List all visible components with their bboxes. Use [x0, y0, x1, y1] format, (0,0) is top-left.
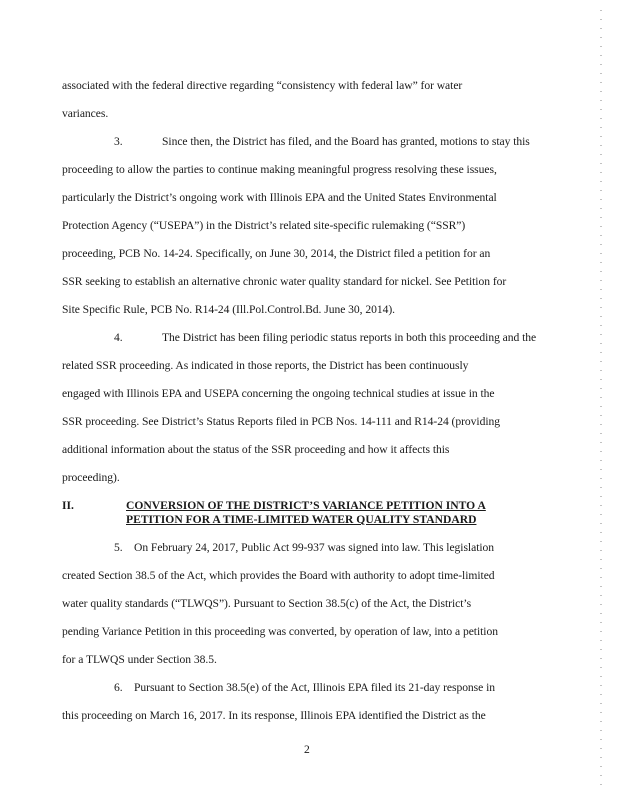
paragraph-line: Pursuant to Section 38.5(e) of the Act, Illinois EPA filed its 21-day response in — [134, 681, 496, 694]
paragraph-number: 4. — [114, 331, 123, 344]
paragraph-line: engaged with Illinois EPA and USEPA concerning the ongoing technical studies at issue in the — [62, 387, 495, 400]
paragraph-line: On February 24, 2017, Public Act 99-937 was signed into law. This legislation — [134, 541, 495, 554]
paragraph-line: created Section 38.5 of the Act, which provides the Board with authority to adopt time-limited — [62, 569, 495, 582]
section-heading: CONVERSION OF THE DISTRICT’S VARIANCE PETITION INTO A — [126, 499, 486, 512]
page-number: 2 — [304, 743, 310, 756]
paragraph-line: variances. — [62, 107, 109, 120]
paragraph-line: The District has been filing periodic status reports in both this proceeding and the — [162, 331, 537, 344]
paragraph-line: Protection Agency (“USEPA”) in the District’s related site-specific rulemaking (“SSR”) — [62, 219, 466, 232]
section-number: II. — [62, 499, 74, 512]
paragraph-line: proceeding). — [62, 471, 120, 484]
paragraph-line: additional information about the status of the SSR proceeding and how it affects this — [62, 443, 450, 456]
paragraph-line: particularly the District’s ongoing work with Illinois EPA and the United States Environmental — [62, 191, 497, 204]
paragraph-line: for a TLWQS under Section 38.5. — [62, 653, 217, 666]
paragraph-line: SSR seeking to establish an alternative chronic water quality standard for nickel. See Petition for — [62, 275, 507, 288]
paragraph-line: SSR proceeding. See District’s Status Reports filed in PCB Nos. 14-111 and R14-24 (providing — [62, 415, 500, 428]
paragraph-number: 5. — [114, 541, 123, 554]
paragraph-number: 3. — [114, 135, 123, 148]
paragraph-line: Since then, the District has filed, and the Board has granted, motions to stay this — [162, 135, 530, 148]
paragraph-line: proceeding to allow the parties to continue making meaningful progress resolving these issues, — [62, 163, 497, 176]
paragraph-line: proceeding, PCB No. 14-24. Specifically, on June 30, 2014, the District filed a petition for an — [62, 247, 491, 260]
paragraph-line: Site Specific Rule, PCB No. R14-24 (Ill.Pol.Control.Bd. June 30, 2014). — [62, 303, 395, 316]
paragraph-line: associated with the federal directive regarding “consistency with federal law” for water — [62, 79, 463, 92]
paragraph-line: related SSR proceeding. As indicated in those reports, the District has been continuously — [62, 359, 469, 372]
paragraph-line: this proceeding on March 16, 2017. In its response, Illinois EPA identified the District as the — [62, 709, 486, 722]
margin-dots — [600, 10, 602, 790]
section-heading: PETITION FOR A TIME-LIMITED WATER QUALITY STANDARD — [126, 513, 477, 526]
paragraph-number: 6. — [114, 681, 123, 694]
paragraph-line: pending Variance Petition in this proceeding was converted, by operation of law, into a petition — [62, 625, 498, 638]
paragraph-line: water quality standards (“TLWQS”). Pursuant to Section 38.5(c) of the Act, the District’s — [62, 597, 472, 610]
